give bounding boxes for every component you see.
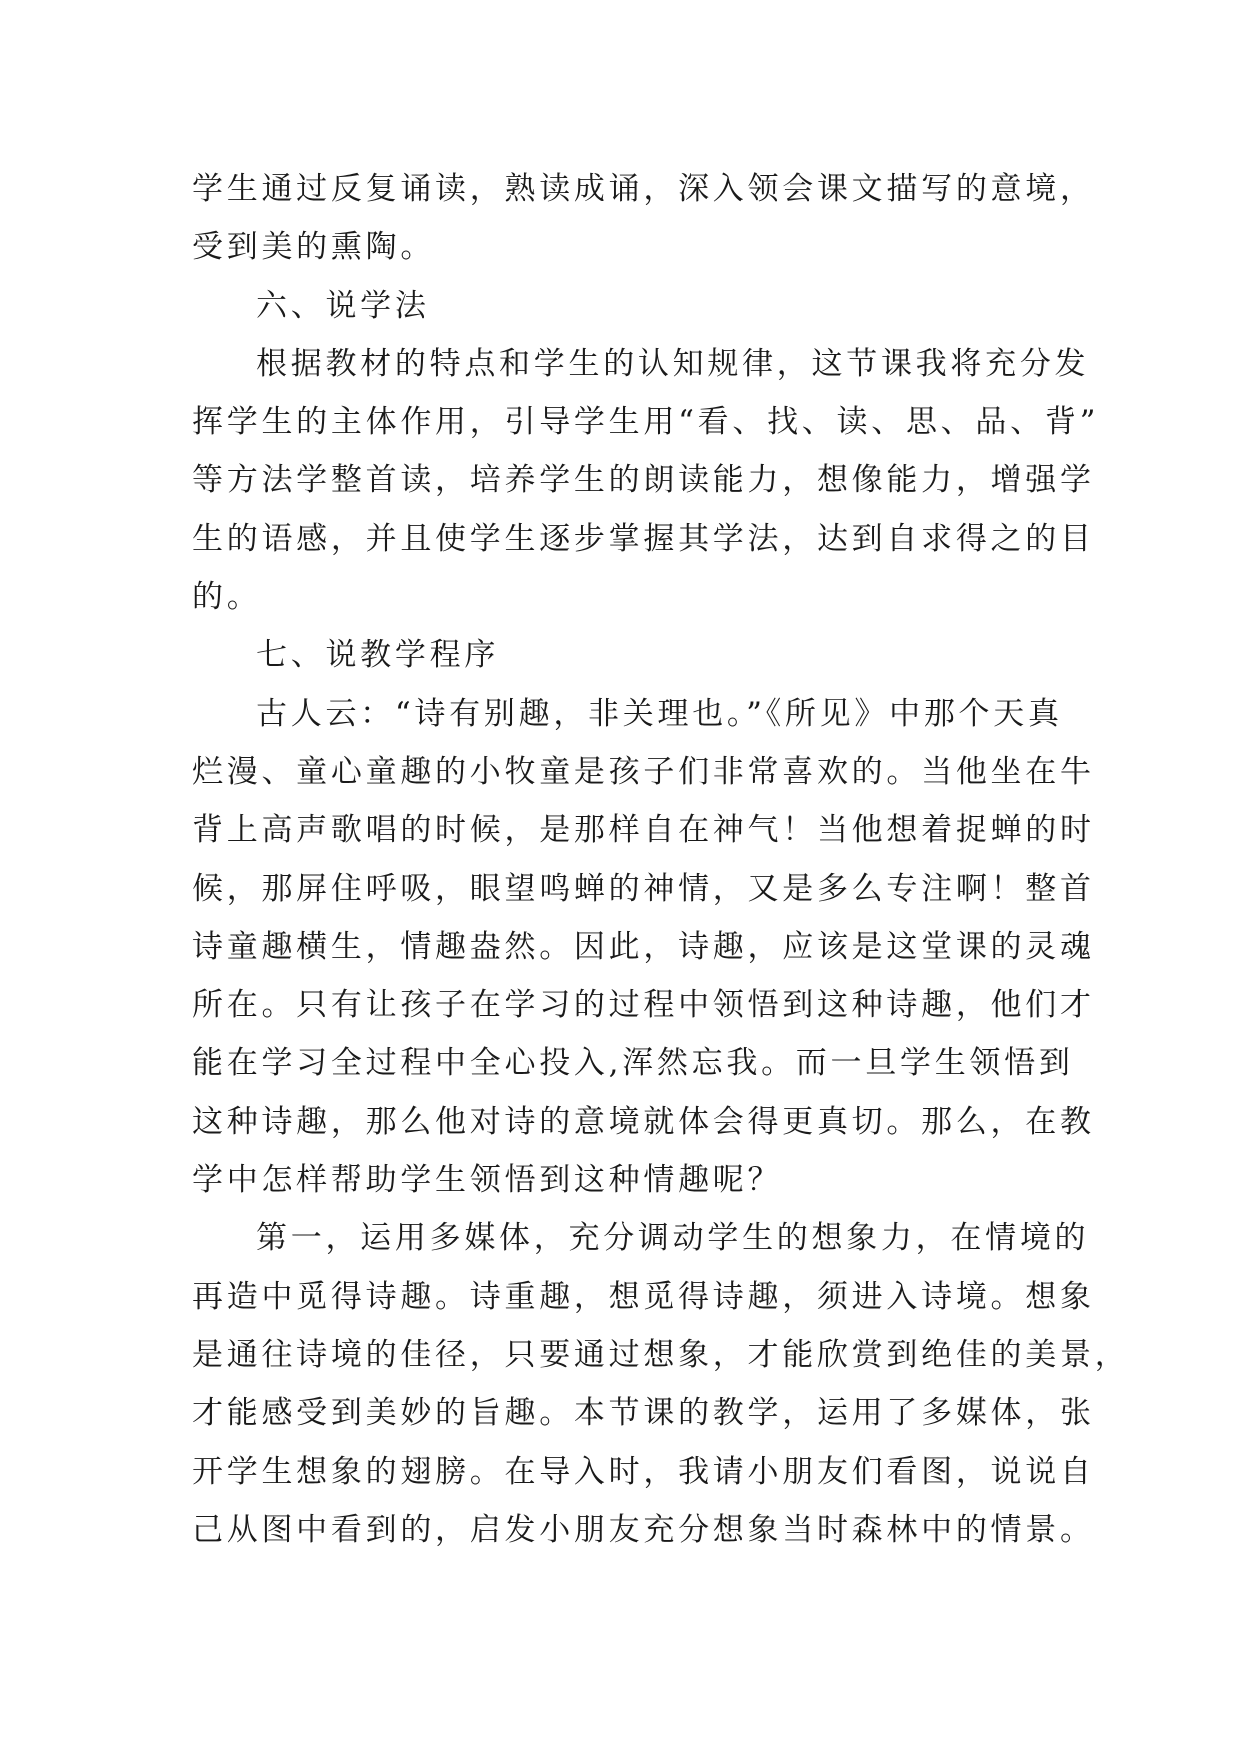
text-line: 诗童趣横生，情趣盎然。因此，诗趣，应该是这堂课的灵魂 <box>192 928 1095 965</box>
text-line: 能在学习全过程中全心投入,浑然忘我。而一旦学生领悟到 <box>192 1045 1074 1082</box>
text-line: 才能感受到美妙的旨趣。本节课的教学，运用了多媒体，张 <box>192 1395 1095 1432</box>
text-line: 学生通过反复诵读，熟读成诵，深入领会课文描写的意境， <box>192 171 1095 207</box>
text-line: 己从图中看到的，启发小朋友充分想象当时森林中的情景。 <box>192 1511 1095 1548</box>
body-text <box>192 160 1130 1559</box>
text-line: 等方法学整首读，培养学生的朗读能力，想像能力，增强学 <box>192 462 1095 499</box>
text-line: 再造中觅得诗趣。诗重趣，想觅得诗趣，须进入诗境。想象 <box>192 1278 1095 1315</box>
text-line: 烂漫、童心童趣的小牧童是孩子们非常喜欢的。当他坐在牛 <box>192 753 1095 790</box>
text-line: 开学生想象的翅膀。在导入时，我请小朋友们看图，说说自 <box>192 1453 1095 1490</box>
text-line: 根据教材的特点和学生的认知规律，这节课我将充分发 <box>256 345 1090 382</box>
section-heading: 七、说教学程序 <box>256 637 500 674</box>
text-line: 背上高声歌唱的时候，是那样自在神气！当他想着捉蝉的时 <box>192 812 1095 849</box>
text-line: 候，那屏住呼吸，眼望鸣蝉的神情，又是多么专注啊！整首 <box>192 870 1095 907</box>
text-line: 是通往诗境的佳径，只要通过想象，才能欣赏到绝佳的美景， <box>192 1336 1130 1373</box>
text-line: 受到美的熏陶。 <box>192 229 436 266</box>
text-line: 学中怎样帮助学生领悟到这种情趣呢？ <box>192 1162 783 1199</box>
section-heading: 六、说学法 <box>256 287 430 324</box>
text-line: 的。 <box>192 579 262 616</box>
text-line: 生的语感，并且使学生逐步掌握其学法，达到自求得之的目 <box>192 520 1095 557</box>
text-line: 这种诗趣，那么他对诗的意境就体会得更真切。那么，在教 <box>192 1103 1095 1140</box>
text-line: 挥学生的主体作用，引导学生用“看、找、读、思、品、背” <box>192 404 1100 441</box>
text-line: 第一，运用多媒体，充分调动学生的想象力，在情境的 <box>256 1220 1090 1257</box>
text-line: 所在。只有让孩子在学习的过程中领悟到这种诗趣，他们才 <box>192 987 1095 1024</box>
text-line: 古人云：“诗有别趣，非关理也。”《所见》中那个天真 <box>256 695 1063 732</box>
